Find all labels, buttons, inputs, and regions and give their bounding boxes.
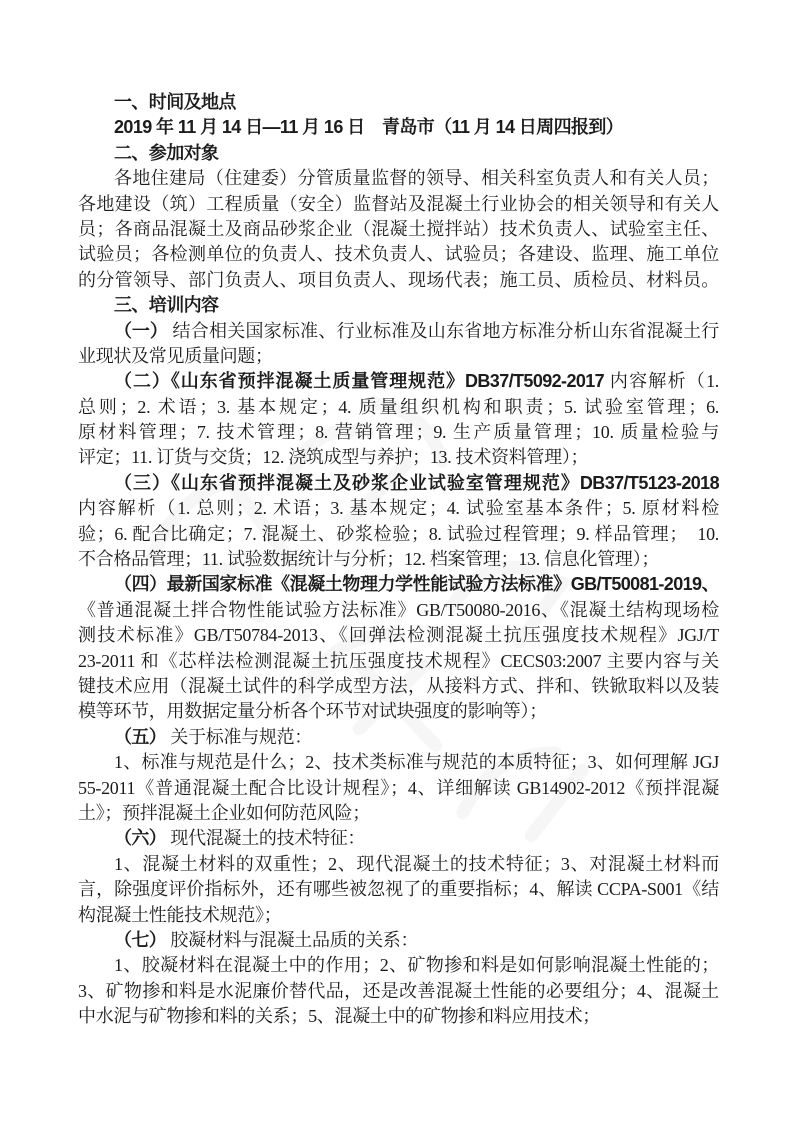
- text-run: 中水泥与矿物掺和料的关系；5、混凝土中的矿物掺和料应用技术；: [78, 1006, 600, 1027]
- text-line: [78, 979, 719, 1004]
- text-run: 不合格品管理；11. 试验数据统计与分析；12. 档案管理；13. 信息化管理）；: [78, 549, 660, 570]
- text-run: 测技术标准》GB/T50784-2013、《回弹法检测混凝土抗压强度技术规程》JGJ/T: [78, 625, 719, 646]
- text-line: [78, 928, 719, 953]
- text-line: [78, 953, 719, 978]
- bold-text-run: （二）《山东省预拌混凝土质量管理规范》DB37/T5092-2017: [114, 371, 605, 392]
- text-run: 模等环节，用数据定量分析各个环节对试块强度的影响等）；: [78, 701, 547, 722]
- text-line: [78, 801, 719, 826]
- text-run: 各地住建局（住建委）分管质量监督的领导、相关科室负责人和有关人员；: [114, 168, 719, 189]
- bold-text-run: （一）: [114, 320, 168, 341]
- text-line: [78, 674, 719, 699]
- text-run: 23-2011 和《芯样法检测混凝土抗压强度技术规程》CECS03:2007 主要内容与关: [78, 650, 719, 671]
- text-line: [78, 344, 719, 369]
- bold-text-run: （三）《山东省预拌混凝土及砂浆企业试验室管理规范》DB37/T5123-2018: [114, 472, 719, 493]
- text-run: 1、混凝土材料的双重性；2、现代混凝土的技术特征；3、对混凝土材料而: [114, 853, 719, 874]
- bold-text-run: （五）: [114, 726, 167, 747]
- text-run: 《普通混凝土拌合物性能试验方法标准》GB/T50080-2016、《混凝土结构现场检: [78, 599, 719, 620]
- text-line: [78, 522, 719, 547]
- text-line: [78, 166, 719, 191]
- text-run: 试验员；各检测单位的负责人、技术负责人、试验员；各建设、监理、施工单位: [78, 244, 719, 265]
- text-run: 3、矿物掺和料是水泥廉价替代品，还是改善混凝土性能的必要组分；4、混凝土: [78, 980, 719, 1001]
- text-line: [78, 445, 719, 470]
- text-line: [78, 852, 719, 877]
- text-line: [78, 725, 719, 750]
- bold-text-run: 2019 年 11 月 14 日—11 月 16 日 青岛市（11 月 14 日周四报到）: [114, 117, 624, 138]
- text-line: [78, 496, 719, 521]
- text-run: 员；各商品混凝土及商品砂浆企业（混凝土搅拌站）技术负责人、试验室主任、: [78, 218, 719, 239]
- text-line: [78, 471, 719, 496]
- text-run: 结合相关国家标准、行业标准及山东省地方标准分析山东省混凝土行: [167, 320, 719, 341]
- text-line: [78, 750, 719, 775]
- text-run: 关于标准与规范：: [166, 726, 313, 747]
- text-run: 原材料管理；7. 技术管理；8. 营销管理；9. 生产质量管理；10. 质量检验与: [78, 422, 719, 443]
- text-run: 各地建设（筑）工程质量（安全）监督站及混凝土行业协会的相关领导和有关人: [78, 193, 719, 214]
- bold-text-run: 二、参加对象: [114, 142, 219, 163]
- text-run: 验；6. 配合比确定；7. 混凝土、砂浆检验；8. 试验过程管理；9. 样品管理； 10.: [78, 523, 719, 544]
- text-run: 土》；预拌混凝土企业如何防范风险；: [78, 802, 370, 823]
- text-run: 内容解析（1. 总则；2. 术语；3. 基本规定；4. 试验室基本条件；5. 原材料检: [78, 498, 719, 519]
- bold-text-run: （四）最新国家标准《混凝土物理力学性能试验方法标准》GB/T50081-2019、: [114, 574, 719, 595]
- text-run: 现代混凝土的技术特征：: [166, 828, 366, 849]
- text-line: [78, 1004, 719, 1029]
- text-run: 言，除强度评价指标外，还有哪些被忽视了的重要指标；4、解读 CCPA-S001《结: [78, 879, 719, 900]
- text-run: 1、胶凝材料在混凝土中的作用；2、矿物掺和料是如何影响混凝土性能的；: [114, 955, 719, 976]
- text-line: [78, 598, 719, 623]
- bold-text-run: 三、培训内容: [114, 295, 219, 316]
- text-line: [78, 572, 719, 597]
- text-run: 的分管领导、部门负责人、项目负责人、现场代表；施工员、质检员、材料员。: [78, 269, 719, 290]
- text-line: [78, 319, 719, 344]
- bold-text-run: （七）: [114, 929, 167, 950]
- text-line: [78, 217, 719, 242]
- text-line: [78, 192, 719, 217]
- text-run: 内容解析（1.: [604, 371, 719, 392]
- text-line: [78, 420, 719, 445]
- text-run: 构混凝土性能技术规范》；: [78, 904, 282, 925]
- text-line: [78, 699, 719, 724]
- text-run: 胶凝材料与混凝土品质的关系：: [166, 929, 419, 950]
- text-run: 总则；2. 术语；3. 基本规定；4. 质量组织机构和职责；5. 试验室管理；6.: [78, 396, 719, 417]
- text-line: [78, 623, 719, 648]
- text-line: [78, 369, 719, 394]
- text-line: [78, 141, 719, 166]
- text-line: [78, 90, 719, 115]
- bold-text-run: （六）: [114, 828, 167, 849]
- bold-text-run: 一、时间及地点: [114, 92, 236, 112]
- text-run: 评定；11. 订货与交货；12. 浇筑成型与养护；13. 技术资料管理）；: [78, 447, 589, 468]
- text-line: [78, 268, 719, 293]
- text-line: [78, 903, 719, 928]
- text-line: [78, 242, 719, 267]
- text-line: [78, 649, 719, 674]
- text-line: [78, 293, 719, 318]
- text-run: 键技术应用（混凝土试件的科学成型方法，从接料方式、拌和、铁锨取料以及装: [78, 675, 719, 696]
- text-run: 1、标准与规范是什么；2、技术类标准与规范的本质特征；3、如何理解 JGJ: [114, 752, 719, 773]
- text-run: 业现状及常见质量问题；: [78, 345, 273, 366]
- text-run: 55-2011《普通混凝土配合比设计规程》；4、详细解读 GB14902-2012《预拌混凝: [78, 777, 719, 798]
- document-body: [78, 90, 719, 1029]
- text-line: [78, 877, 719, 902]
- text-line: [78, 395, 719, 420]
- text-line: [78, 826, 719, 851]
- text-line: [78, 115, 719, 140]
- text-line: [78, 547, 719, 572]
- text-line: [78, 776, 719, 801]
